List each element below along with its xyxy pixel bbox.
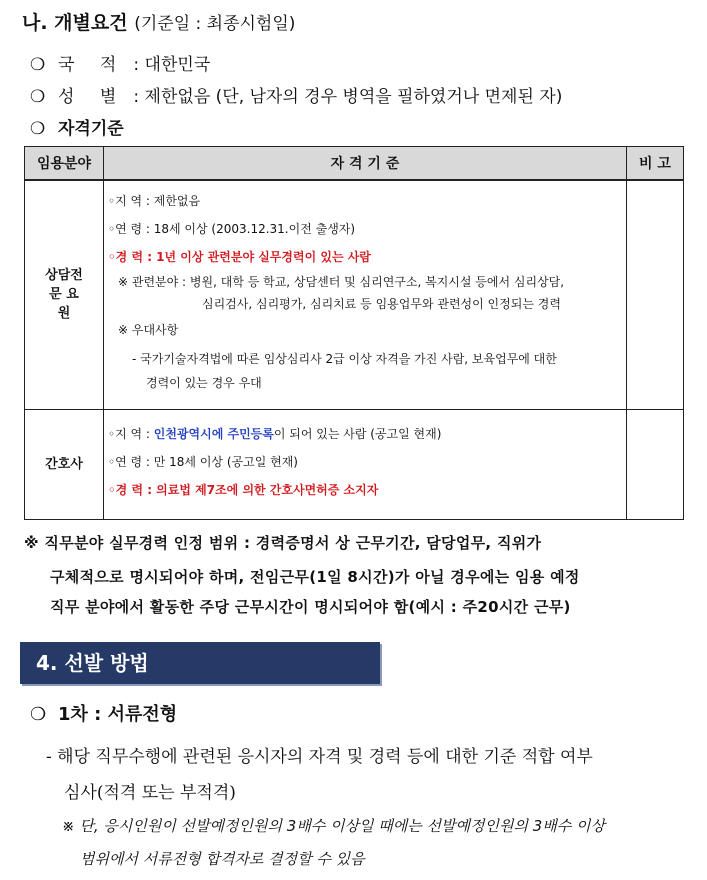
note-counselor [627,180,684,409]
bullet-icon: ❍ [30,55,46,75]
heading-title: 나. 개별요건 [22,12,128,34]
criteria-counselor [104,180,627,409]
criteria-nurse [104,409,627,520]
stage1-note-line1: ※ 단, 응시인원이 선발예정인원의 3배수 이상일 때에는 선발예정인원의 3배수 이상 [62,817,606,835]
requirement-value: 대한민국 [144,55,211,75]
header-criteria: 자 격 기 준 [104,147,627,181]
criteria-age: ◦연 령 : 18세 이상 (2003.12.31.이전 출생자) [108,222,356,236]
qualification-heading-text: 자격기준 [58,119,124,139]
category-nurse: 간호사 [25,409,104,520]
related-field-line1: ※ 관련분야 : 병원, 대학 등 학교, 상담센터 및 심리연구소, 복지시설 등에서 심리상담, [118,275,565,289]
region-suffix: 이 되어 있는 사람 (공고일 현재) [273,426,442,441]
section-title-bar [20,642,380,684]
criteria-career: ◦경 력 : 의료법 제7조에 의한 간호사면허증 소지자 [108,482,379,497]
bullet-icon: ❍ [30,119,46,139]
preference-line1: - 국가기술자격법에 따른 임상심리사 2급 이상 자격을 가진 사람, 보육업무에 대한 [132,352,557,366]
category-counselor [25,180,104,409]
table-header-row [25,147,684,181]
stage1-title: 1차 : 서류전형 [58,704,178,725]
table-row [25,180,684,409]
region-prefix: ◦지 역 : [108,426,154,441]
preference-heading: ※ 우대사항 [118,323,179,337]
requirement-gender [30,82,562,107]
requirement-value: 제한없음 (단, 남자의 경우 병역을 필하였거나 면제된 자) [144,87,563,107]
related-field-line2: 심리검사, 심리평가, 심리치료 등 임용업무와 관련성이 인정되는 경력 [202,297,561,311]
criteria-region [108,420,622,448]
stage1-heading [30,700,177,726]
note-nurse [627,409,684,520]
requirement-label: 국 적 [58,55,127,75]
stage1-desc-line2: 심사(적격 또는 부적격) [64,783,236,803]
table-row [25,409,684,520]
requirement-sep: : [133,55,140,75]
category-label: 상담전문 요원 [45,268,83,322]
section-heading [22,8,295,35]
header-field: 임용분야 [25,147,104,181]
requirement-nationality [30,50,210,75]
section-title: 4. 선발 방법 [36,651,149,675]
bullet-icon: ❍ [30,87,46,107]
notice-line2: 구체적으로 명시되어야 하며, 전임근무(1일 8시간)가 아닐 경우에는 임용 예정 [50,568,580,586]
requirement-label: 성 별 [58,87,127,107]
qualification-table [24,146,684,520]
preference-line2: 경력이 있는 경우 우대 [146,376,262,390]
region-highlight: 인천광역시에 주민등록 [153,426,274,441]
criteria-career: ◦경 력 : 1년 이상 관련분야 실무경력이 있는 사람 [108,250,371,264]
requirement-sep: : [133,87,140,107]
criteria-age: ◦연 령 : 만 18세 이상 (공고일 현재) [108,454,298,469]
heading-subtitle: (기준일 : 최종시험일) [134,14,296,34]
notice-line1: ※ 직무분야 실무경력 인정 범위 : 경력증명서 상 근무기간, 담당업무, 직위가 [24,534,542,552]
bullet-icon: ❍ [30,704,47,725]
qualification-heading [30,114,124,139]
header-note: 비 고 [627,147,684,181]
criteria-region: ◦지 역 : 제한없음 [108,194,201,208]
notice-line3: 직무 분야에서 활동한 주당 근무시간이 명시되어야 함(예시 : 주20시간 근무) [50,598,571,616]
stage1-desc-line1: - 해당 직무수행에 관련된 응시자의 자격 및 경력 등에 대한 기준 적합 여부 [46,747,593,767]
stage1-note-line2: 범위에서 서류전형 합격자로 결정할 수 있음 [80,850,365,868]
